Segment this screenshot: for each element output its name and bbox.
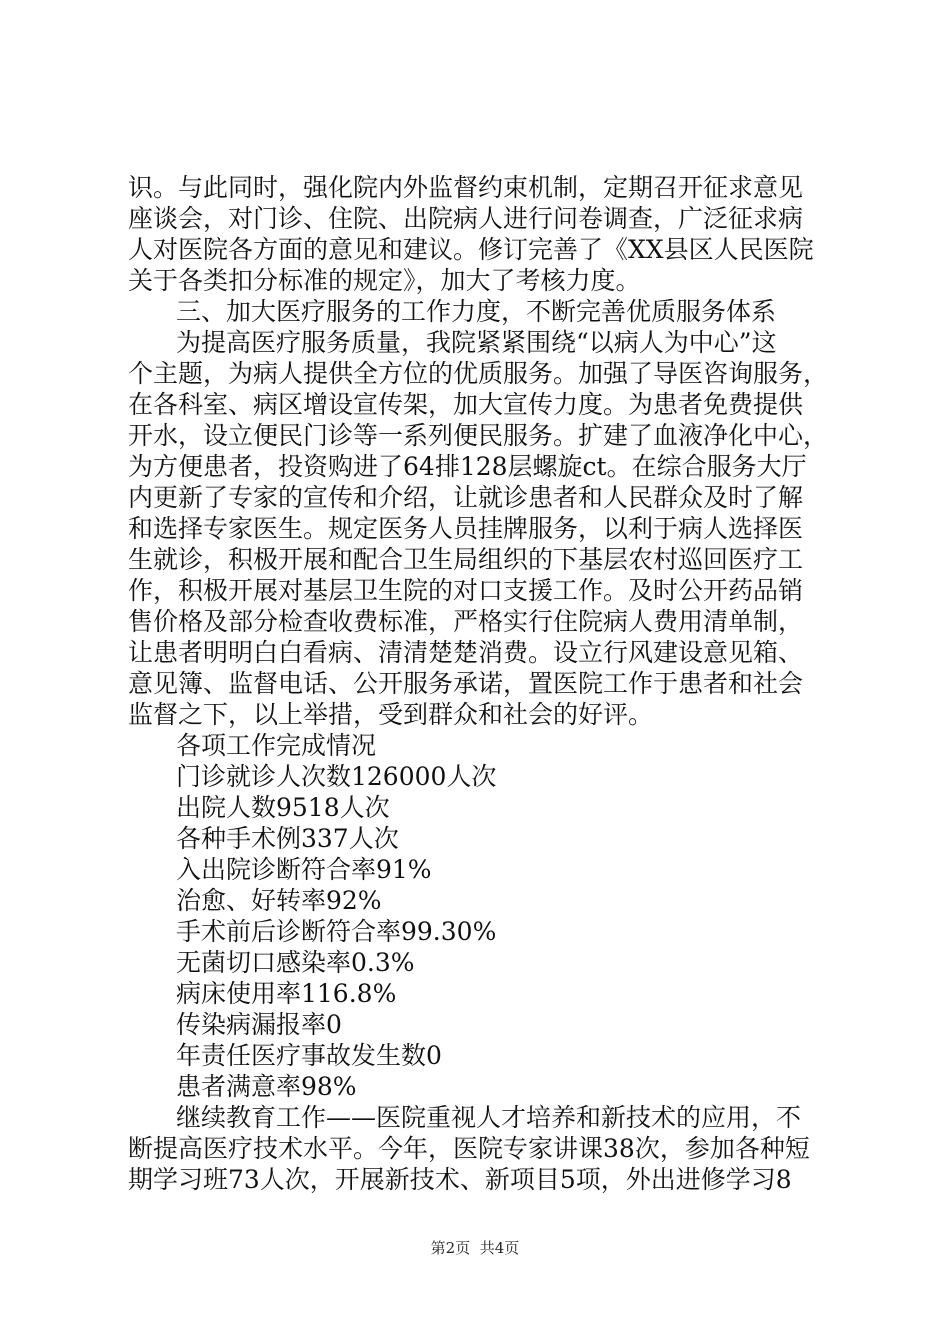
text-line: 个主题，为病人提供全方位的优质服务。加强了导医咨询服务， <box>128 359 828 388</box>
stat-item: 手术前后诊断符合率99.30% <box>176 917 497 946</box>
text-line: 为方便患者，投资购进了64排128层螺旋ct。在综合服务大厅 <box>128 452 807 481</box>
stat-item: 门诊就诊人次数126000人次 <box>176 762 497 791</box>
text-line: 人对医院各方面的意见和建议。修订完善了《XX县区人民医院 <box>128 235 814 264</box>
text-line: 为提高医疗服务质量，我院紧紧围绕“以病人为中心”这 <box>176 328 777 357</box>
text-line: 座谈会，对门诊、住院、出院病人进行问卷调查，广泛征求病 <box>128 204 804 233</box>
stat-item: 治愈、好转率92% <box>176 886 382 915</box>
page-total: 共4页 <box>479 1239 520 1257</box>
text-line: 意见簿、监督电话、公开服务承诺，置医院工作于患者和社会 <box>128 669 804 698</box>
stats-title: 各项工作完成情况 <box>176 731 377 760</box>
text-line: 在各科室、病区增设宣传架，加大宣传力度。为患者免费提供 <box>128 390 804 419</box>
text-line: 售价格及部分检查收费标准，严格实行住院病人费用清单制， <box>128 607 804 636</box>
stat-item: 各种手术例337人次 <box>176 824 399 853</box>
stat-item: 无菌切口感染率0.3% <box>176 948 415 977</box>
stat-item: 入出院诊断符合率91% <box>176 855 432 884</box>
text-line: 作，积极开展对基层卫生院的对口支援工作。及时公开药品销 <box>128 576 804 605</box>
text-line: 期学习班73人次，开展新技术、新项目5项，外出进修学习8 <box>128 1165 792 1194</box>
text-line: 继续教育工作——医院重视人才培养和新技术的应用，不 <box>176 1103 802 1132</box>
text-line: 识。与此同时，强化院内外监督约束机制，定期召开征求意见 <box>128 173 804 202</box>
stat-item: 年责任医疗事故发生数0 <box>176 1041 442 1070</box>
page-number: 第2页 <box>430 1239 471 1257</box>
stats-list <box>128 761 828 1102</box>
text-line: 开水，设立便民门诊等一系列便民服务。扩建了血液净化中心， <box>128 421 828 450</box>
text-line: 关于各类扣分标准的规定》，加大了考核力度。 <box>128 266 641 295</box>
stat-item: 传染病漏报率0 <box>176 1010 342 1039</box>
text-line: 和选择专家医生。规定医务人员挂牌服务，以利于病人选择医 <box>128 514 804 543</box>
section-heading: 三、加大医疗服务的工作力度，不断完善优质服务体系 <box>176 297 777 326</box>
paragraph-3 <box>128 1102 828 1195</box>
stat-item: 病床使用率116.8% <box>176 979 397 1008</box>
text-line: 内更新了专家的宣传和介绍，让就诊患者和人民群众及时了解 <box>128 483 804 512</box>
text-line: 生就诊，积极开展和配合卫生局组织的下基层农村巡回医疗工 <box>128 545 804 574</box>
paragraph-1 <box>128 172 828 296</box>
stat-item: 出院人数9518人次 <box>176 793 390 822</box>
text-line: 让患者明明白白看病、清清楚楚消费。设立行风建设意见箱、 <box>128 638 804 667</box>
footer-gap <box>470 1239 480 1257</box>
stat-item: 患者满意率98% <box>176 1072 357 1101</box>
text-line: 监督之下，以上举措，受到群众和社会的好评。 <box>128 700 654 729</box>
paragraph-2 <box>128 327 828 730</box>
page-footer <box>0 1238 950 1258</box>
document-body <box>128 172 828 1195</box>
text-line: 断提高医疗技术水平。今年，医院专家讲课38次，参加各种短 <box>128 1134 810 1163</box>
